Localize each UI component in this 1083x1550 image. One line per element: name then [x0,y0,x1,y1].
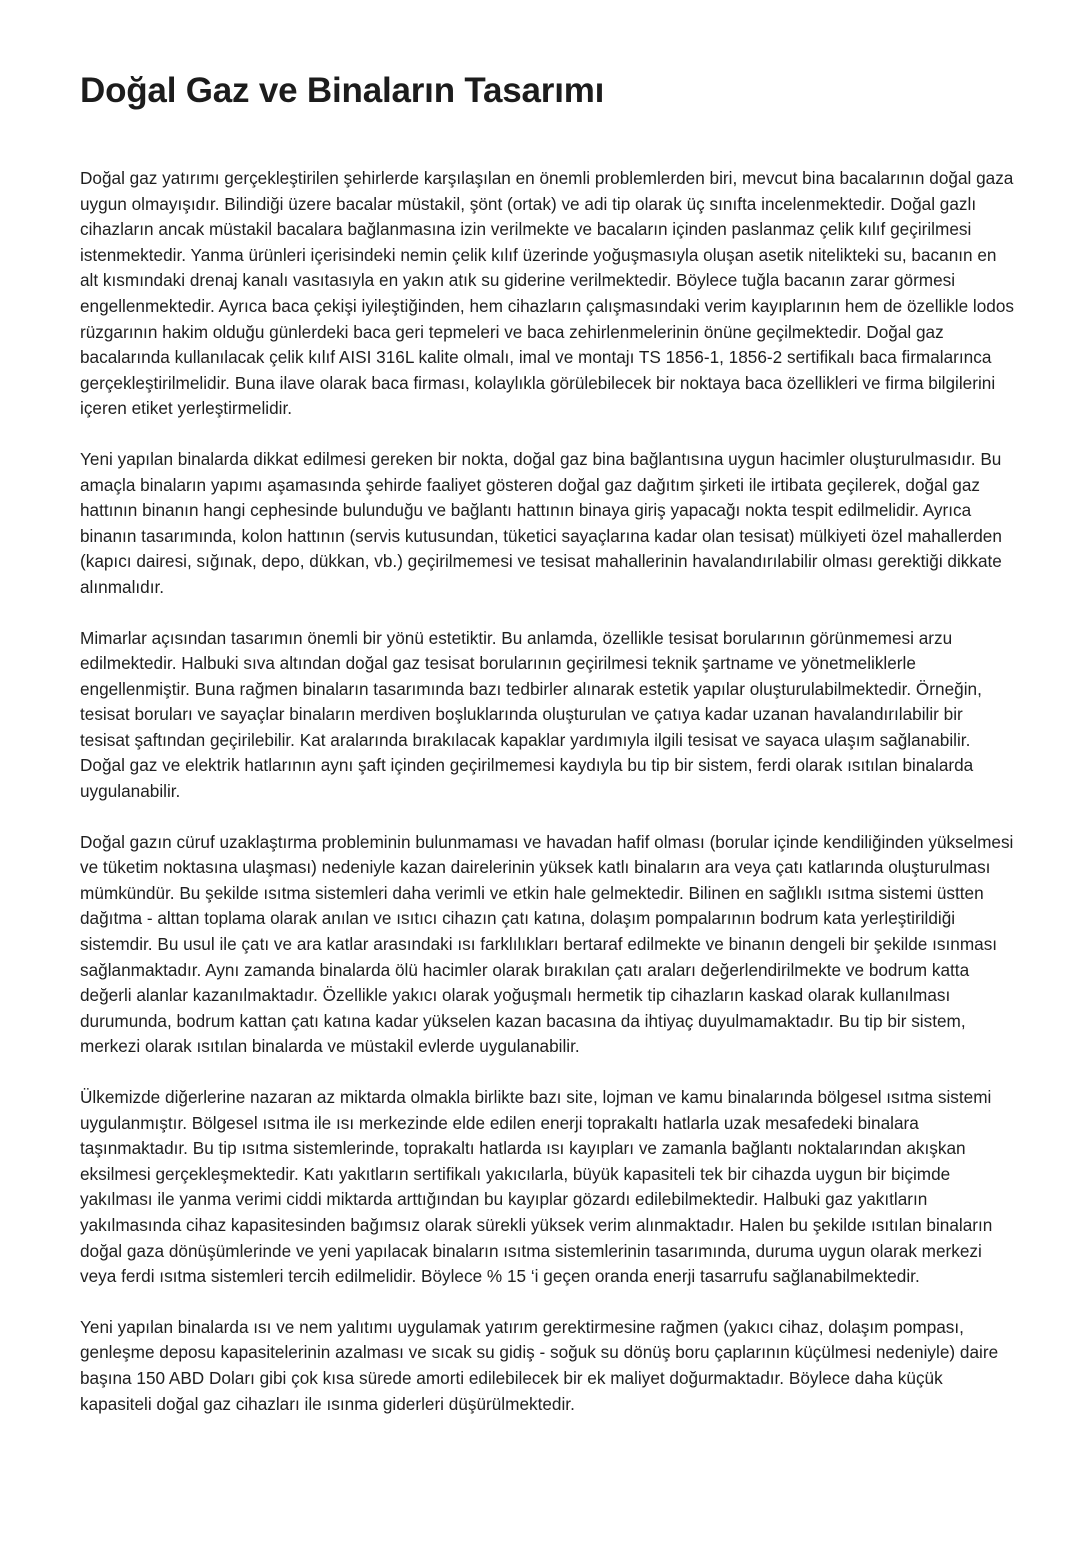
page-title: Doğal Gaz ve Binaların Tasarımı [80,71,605,110]
paragraph-boiler-rooms: Doğal gazın cüruf uzaklaştırma probleminin bulunmaması ve havadan hafif olması (borular içinde kendiliğinden yükselmesi ve tüketim noktasına ulaşması) nedeniyle kazan dairelerinin yüksek katlı binaların ara veya çatı katlarında oluşturulması mümkündür. Bu şekilde ısıtma sistemleri daha verimli ve etkin hale gelmektedir. Bilinen en sağlıklı ısıtma sistemi üstten dağıtma - alttan toplama olarak anılan ve ısıtıcı cihazın çatı katına, dolaşım pompalarının bodrum kata yerleştirildiği sistemdir. Bu usul ile çatı ve ara katlar arasındaki ısı farklılıkları bertaraf edilmekte ve binanın dengeli bir şekilde ısınması sağlanmaktadır. Aynı zamanda binalarda ölü hacimler olarak bırakılan çatı araları değerlendirilmekte ve bodrum katta değerli alanlar kazanılmaktadır. Özellikle yakıcı olarak yoğuşmalı hermetik tip cihazların kaskad olarak kullanılması durumunda, bodrum kattan çatı katına kadar yükselen kazan bacasına da ihtiyaç duyulmamaktadır. Bu tip bir sistem, merkezi olarak ısıtılan binalarda ve müstakil evlerde uygulanabilir. [80,831,1014,1057]
document-body [80,166,1015,1417]
paragraph-new-buildings-connection: Yeni yapılan binalarda dikkat edilmesi gereken bir nokta, doğal gaz bina bağlantısına uygun hacimler oluşturulmasıdır. Bu amaçla binaların yapımı aşamasında şehirde faaliyet gösteren doğal gaz dağıtım şirketi ile irtibata geçilerek, doğal gaz hattının binanın hangi cephesinde bulunduğu ve bağlantı hattının binaya giriş yapacağı nokta tespit edilmelidir. Ayrıca binanın tasarımında, kolon hattının (servis kutusundan, tüketici sayaçlarına kadar olan tesisat) mülkiyeti özel mahallerden (kapıcı dairesi, sığınak, depo, dükkan, vb.) geçirilmemesi ve tesisat mahallerinin havalandırılabilir olması gerektiği dikkate alınmalıdır. [80,448,1002,597]
paragraph-insulation: Yeni yapılan binalarda ısı ve nem yalıtımı uygulamak yatırım gerektirmesine rağmen (yakıcı cihaz, dolaşım pompası, genleşme deposu kapasitelerinin azalması ve sıcak su gidiş - soğuk su dönüş boru çaplarının küçülmesi nedeniyle) daire başına 150 ABD Doları gibi çok kısa sürede amorti edilebilecek bir ek maliyet doğurmaktadır. Böylece daha küçük kapasiteli doğal gaz cihazları ile ısınma giderleri düşürülmektedir. [80,1316,999,1414]
paragraph-aesthetics: Mimarlar açısından tasarımın önemli bir yönü estetiktir. Bu anlamda, özellikle tesisat borularının görünmemesi arzu edilmektedir. Halbuki sıva altından doğal gaz tesisat borularının geçirilmesi teknik şartname ve yönetmeliklerle engellenmiştir. Buna rağmen binaların tasarımında bazı tedbirler alınarak estetik yapılar oluşturulabilmektedir. Örneğin, tesisat boruları ve sayaçlar binaların merdiven boşluklarında oluşturulan ve çatıya kadar uzanan havalandırılabilir bir tesisat şaftından geçirilebilir. Kat aralarında bırakılacak kapaklar yardımıyla ilgili tesisat ve sayaca ulaşım sağlanabilir. Doğal gaz ve elektrik hatlarının aynı şaft içinden geçirilmemesi kaydıyla bu tip bir sistem, ferdi olarak ısıtılan binalarda uygulanabilir. [80,627,982,802]
paragraph-chimneys: Doğal gaz yatırımı gerçekleştirilen şehirlerde karşılaşılan en önemli problemlerden biri, mevcut bina bacalarının doğal gaza uygun olmayışıdır. Bilindiği üzere bacalar müstakil, şönt (ortak) ve adi tip olarak üç sınıfta incelenmektedir. Doğal gazlı cihazların ancak müstakil bacalara bağlanmasına izin verilmekte ve bacaların içinden paslanmaz çelik kılıf geçirilmesi istenmektedir. Yanma ürünleri içerisindeki nemin çelik kılıf üzerinde yoğuşmasıyla oluşan asetik nitelikteki su, bacanın en alt kısmındaki drenaj kanalı vasıtasıyla en yakın atık su giderine verilmektedir. Böylece tuğla bacanın zarar görmesi engellenmektedir. Ayrıca baca çekişi iyileştiğinden, hem cihazların çalışmasındaki verim kayıplarının hem de özellikle lodos rüzgarının hakim olduğu günlerdeki baca geri tepmeleri ve baca zehirlenmelerinin önüne geçilmektedir. Doğal gaz bacalarında kullanılacak çelik kılıf AISI 316L kalite olmalı, imal ve montajı TS 1856-1, 1856-2 sertifikalı baca firmalarınca gerçekleştirilmelidir. Buna ilave olarak baca firması, kolaylıkla görülebilecek bir noktaya baca özellikleri ve firma bilgilerini içeren etiket yerleştirmelidir. [80,168,1014,419]
paragraph-district-heating: Ülkemizde diğerlerine nazaran az miktarda olmakla birlikte bazı site, lojman ve kamu binalarında bölgesel ısıtma sistemi uygulanmıştır. Bölgesel ısıtma ile ısı merkezinde elde edilen enerji toprakaltı hatlarla uzak mesafedeki binalara taşınmaktadır. Bu tip ısıtma sistemlerinde, toprakaltı hatlarda ısı kayıpları ve zamanla bağlantı noktalarından akışkan eksilmesi gerçekleşmektedir. Katı yakıtların sertifikalı yakıcılarla, büyük kapasiteli tek bir cihazda uygun bir biçimde yakılması ile yanma verimi ciddi miktarda arttığından bu kayıplar gözardı edilebilmektedir. Halbuki gaz yakıtların yakılmasında cihaz kapasitesinden bağımsız olarak sürekli yüksek verim alınmaktadır. Halen bu şekilde ısıtılan binaların doğal gaza dönüşümlerinde ve yeni yapılacak binaların ısıtma sistemlerinin tasarımında, duruma uygun olarak merkezi veya ferdi ısıtma sistemleri tercih edilmelidir. Böylece % 15 ‘i geçen oranda enerji tasarrufu sağlanabilmektedir. [80,1087,993,1287]
document-page [80,68,1015,1442]
